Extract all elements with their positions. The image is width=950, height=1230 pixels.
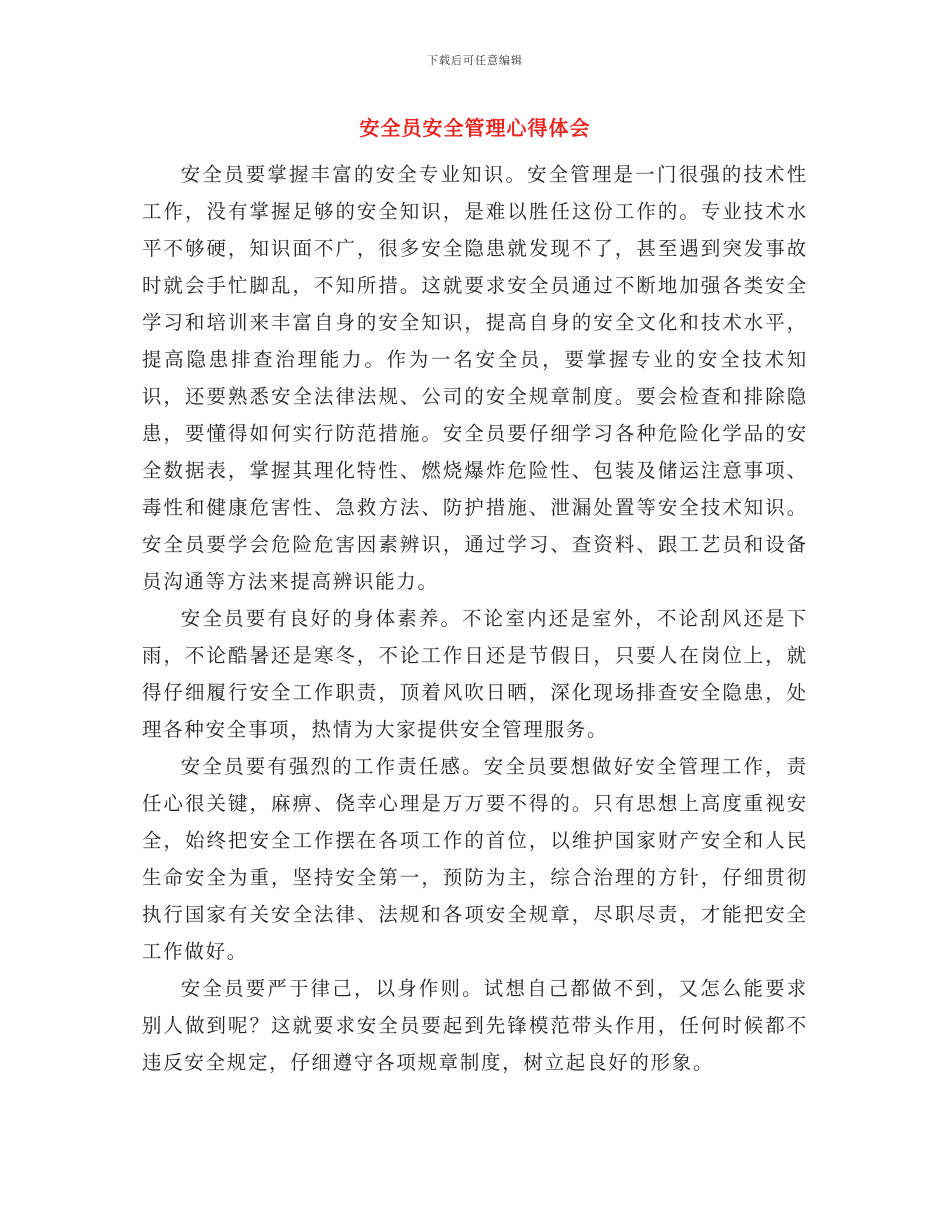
paragraph-knowledge: 安全员要掌握丰富的安全专业知识。安全管理是一门很强的技术性工作，没有掌握足够的安全知识，是难以胜任这份工作的。专业技术水平不够硬，知识面不广，很多安全隐患就发现不了，甚至遇到突发事故时就会手忙脚乱，不知所措。这就要求安全员通过不断地加强各类安全学习和培训来丰富自身的安全知识，提高自身的安全文化和技术水平，提高隐患排查治理能力。作为一名安全员，要掌握专业的安全技术知识，还要熟悉安全法律法规、公司的安全规章制度。要会检查和排除隐患，要懂得如何实行防范措施。安全员要仔细学习各种危险化学品的安全数据表，掌握其理化特性、燃烧爆炸危险性、包装及储运注意事项、毒性和健康危害性、急救方法、防护措施、泄漏处置等安全技术知识。安全员要学会危险危害因素辨识，通过学习、查资料、跟工艺员和设备员沟通等方法来提高辨识能力。 bbox=[142, 163, 808, 593]
paragraph-self-discipline: 安全员要严于律己，以身作则。试想自己都做不到，又怎么能要求别人做到呢？这就要求安全员要起到先锋模范带头作用，任何时候都不违反安全规定，仔细遵守各项规章制度，树立起良好的形象。 bbox=[142, 977, 808, 1074]
paragraph-physical-fitness: 安全员要有良好的身体素养。不论室内还是室外，不论刮风还是下雨，不论酷暑还是寒冬，不论工作日还是节假日，只要人在岗位上，就得仔细履行安全工作职责，顶着风吹日晒，深化现场排查安全隐患，处理各种安全事项，热情为大家提供安全管理服务。 bbox=[142, 607, 808, 741]
page-header-note: 下载后可任意编辑 bbox=[427, 54, 523, 67]
document-body bbox=[142, 156, 808, 1081]
document-title: 安全员安全管理心得体会 bbox=[359, 116, 591, 140]
paragraph-responsibility: 安全员要有强烈的工作责任感。安全员要想做好安全管理工作，责任心很关键，麻痹、侥幸心理是万万要不得的。只有思想上高度重视安全，始终把安全工作摆在各项工作的首位，以维护国家财产安全和人民生命安全为重，坚持安全第一，预防为主，综合治理的方针，仔细贯彻执行国家有关安全法律、法规和各项安全规章，尽职尽责，才能把安全工作做好。 bbox=[142, 755, 808, 963]
